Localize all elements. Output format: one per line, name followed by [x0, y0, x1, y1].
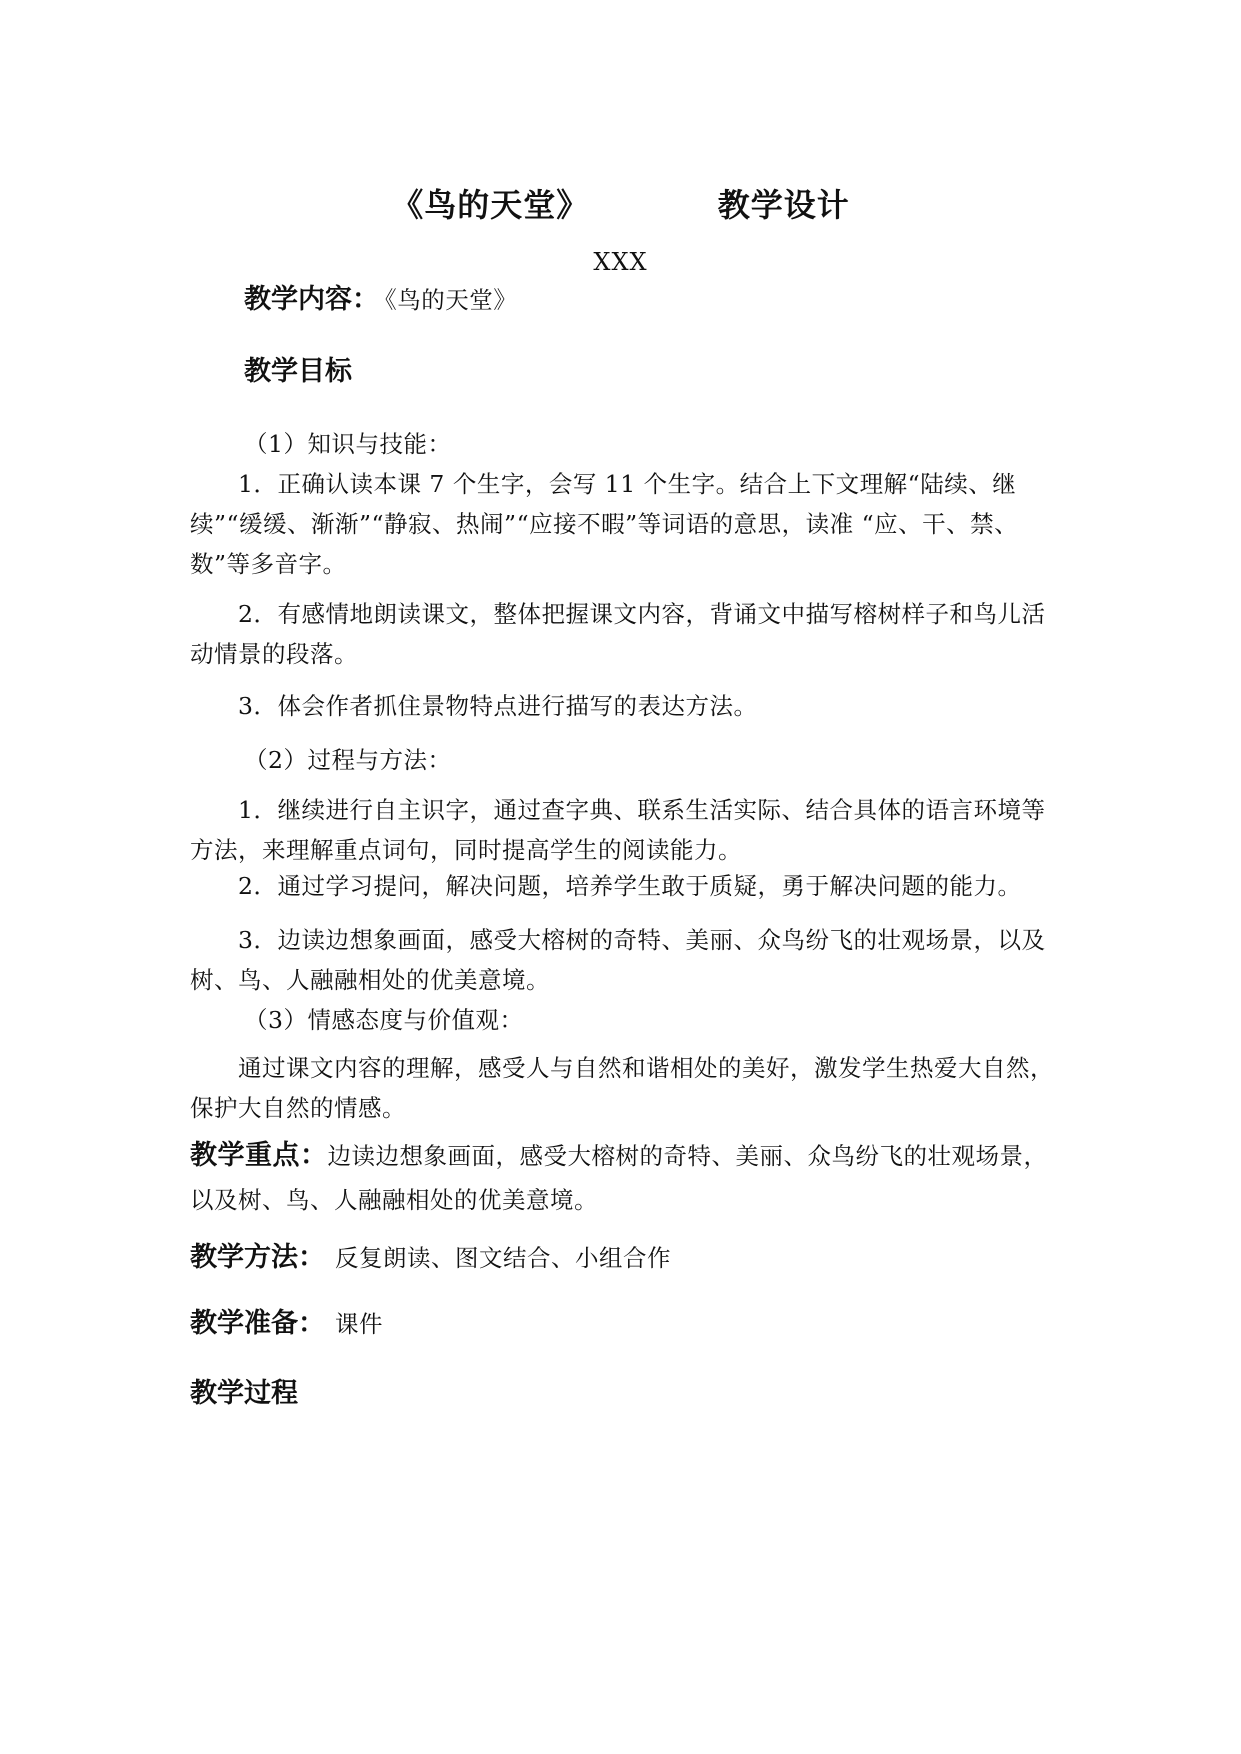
- prep-value: 课件: [335, 1310, 383, 1338]
- prep-row: [190, 1304, 1060, 1344]
- section2-heading: （2）过程与方法：: [244, 746, 452, 774]
- key-points-label: 教学重点：: [190, 1140, 328, 1171]
- goals-heading: 教学目标: [244, 356, 352, 387]
- document-title: 《鸟的天堂》 教学设计: [391, 186, 850, 224]
- section2-item-1: 1．继续进行自主识字，通过查字典、联系生活实际、结合具体的语言环境等方法，来理解重点词句，同时提高学生的阅读能力。: [190, 796, 1046, 864]
- method-value: 反复朗读、图文结合、小组合作: [335, 1244, 671, 1272]
- method-row: [190, 1238, 1060, 1278]
- author-name: XXX: [593, 248, 648, 276]
- process-heading: 教学过程: [190, 1378, 298, 1409]
- section2-item-2: 2．通过学习提问，解决问题，培养学生敢于质疑，勇于解决问题的能力。: [238, 872, 1022, 900]
- section3-text: 通过课文内容的理解，感受人与自然和谐相处的美好，激发学生热爱大自然，保护大自然的情感。: [190, 1054, 1054, 1122]
- key-points-row: [190, 1134, 1060, 1222]
- teaching-content-label: 教学内容：: [244, 284, 379, 315]
- section3-heading: （3）情感态度与价值观：: [244, 1006, 524, 1034]
- key-points-value: 边读边想象画面，感受大榕树的奇特、美丽、众鸟纷飞的壮观场景，以及树、鸟、人融融相处的优美意境。: [190, 1142, 1048, 1214]
- prep-label: 教学准备：: [190, 1308, 325, 1339]
- section2-item-3: 3．边读边想象画面，感受大榕树的奇特、美丽、众鸟纷飞的壮观场景，以及树、鸟、人融融相处的优美意境。: [190, 926, 1046, 994]
- section1-item-2: 2．有感情地朗读课文，整体把握课文内容，背诵文中描写榕树样子和鸟儿活动情景的段落。: [190, 600, 1046, 668]
- section1-item-3: 3．体会作者抓住景物特点进行描写的表达方法。: [238, 692, 758, 720]
- teaching-content-value: 《鸟的天堂》: [385, 286, 518, 314]
- section1-heading: （1）知识与技能：: [244, 430, 452, 458]
- section1-item-1: 1．正确认读本课 7 个生字，会写 11 个生字。结合上下文理解“陆续、继续”“缓缓、渐渐”“静寂、热闹”“应接不暇”等词语的意思，读准 “应、干、禁、数”等多音字。: [190, 470, 1019, 578]
- method-label: 教学方法：: [190, 1242, 325, 1273]
- teaching-content-row: [244, 280, 1114, 320]
